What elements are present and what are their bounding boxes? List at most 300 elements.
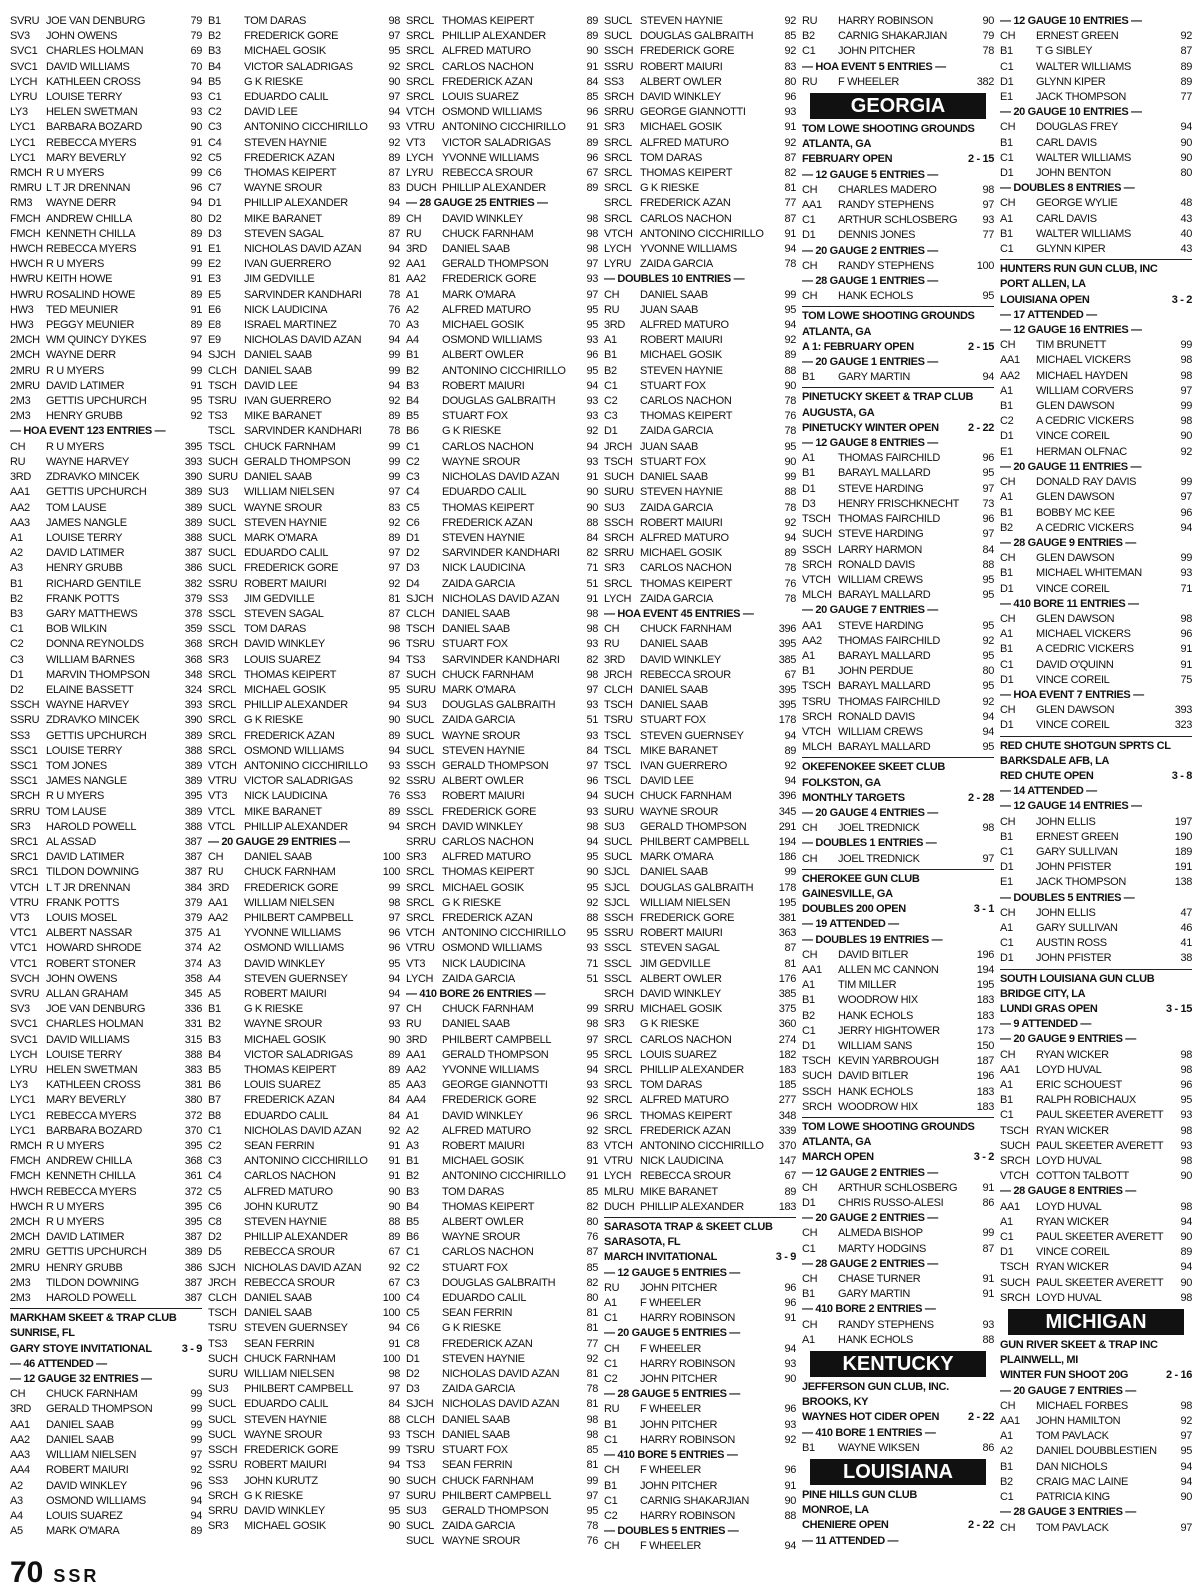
score: 51 — [586, 577, 598, 590]
result-row — [802, 213, 994, 228]
score: 91 — [982, 1181, 994, 1194]
class-code: SUCL — [208, 562, 236, 575]
class-code: CH — [1000, 815, 1016, 828]
score: 87 — [982, 1242, 994, 1255]
result-row — [604, 1200, 796, 1215]
result-row — [208, 303, 400, 318]
class-code: A3 — [10, 1494, 23, 1507]
result-row — [406, 136, 598, 151]
class-code: SJCH — [406, 592, 434, 605]
score: 84 — [388, 1109, 400, 1122]
score: 95 — [982, 680, 994, 693]
class-code: C3 — [208, 1155, 222, 1168]
shooter-name: DAVID WILLIAMS — [46, 60, 130, 73]
result-row — [10, 166, 202, 181]
shooter-name: CHARLES MADERO — [838, 183, 937, 196]
class-code: SURU — [604, 805, 634, 818]
score: 191 — [1174, 861, 1192, 874]
shooter-name: CARNIG SHAKARJIAN — [838, 30, 947, 43]
result-row — [406, 1489, 598, 1504]
event-heading: — 20 GAUGE 1 ENTRIES — — [802, 356, 938, 369]
score: 395 — [184, 790, 202, 803]
shooter-name: WAYNE SROUR — [442, 1535, 521, 1548]
result-row — [208, 957, 400, 972]
score: 94 — [784, 775, 796, 788]
shoot-title — [1000, 769, 1192, 784]
class-code: LYRU — [10, 1064, 38, 1077]
score: 388 — [184, 744, 202, 757]
shooter-name: F WHEELER — [640, 1464, 702, 1477]
shooter-name: ROBERT MAIURI — [640, 334, 723, 347]
class-code: C5 — [208, 151, 222, 164]
shooter-name: CARLOS NACHON — [640, 395, 732, 408]
shooter-name: REBECCA MYERS — [46, 136, 137, 149]
score: 389 — [184, 1246, 202, 1259]
shooter-name: DANIEL SAAB — [640, 288, 708, 301]
shooter-name: CARLOS NACHON — [244, 1170, 336, 1183]
result-row — [802, 710, 994, 725]
shooter-name: GERALD THOMPSON — [46, 1403, 153, 1416]
shooter-name: LOUISE TERRY — [46, 1048, 123, 1061]
class-code: TS3 — [406, 1459, 426, 1472]
class-code: CH — [1000, 339, 1016, 352]
class-code: HWCH — [10, 1200, 43, 1213]
shooter-name: JOEL TREDNICK — [838, 822, 920, 835]
results-column — [1000, 14, 1192, 1544]
result-row — [406, 348, 598, 363]
class-code: C2 — [604, 395, 618, 408]
shooter-name: HANK ECHOLS — [838, 1009, 914, 1022]
result-row — [604, 90, 796, 105]
score: 92 — [388, 136, 400, 149]
result-row — [604, 1357, 796, 1372]
shoot-title — [802, 421, 994, 436]
shooter-name: DANIEL SAAB — [442, 1413, 510, 1426]
result-row — [208, 881, 400, 896]
class-code: CH — [10, 1388, 26, 1401]
shooter-name: FREDERICK AZAN — [640, 197, 731, 210]
result-row — [604, 470, 796, 485]
shooter-name: R U MYERS — [46, 258, 104, 271]
shooter-name: DOUGLAS GALBRAITH — [442, 1276, 556, 1289]
class-code: CH — [604, 623, 620, 636]
class-code: JRCH — [208, 1276, 236, 1289]
score: 98 — [388, 623, 400, 636]
shooter-name: ELAINE BASSETT — [46, 683, 134, 696]
class-code: LYC1 — [10, 1094, 36, 1107]
result-row — [1000, 490, 1192, 505]
result-row — [1000, 136, 1192, 151]
result-row — [208, 333, 400, 348]
result-row — [604, 1002, 796, 1017]
score: 97 — [190, 1449, 202, 1462]
result-row — [10, 607, 202, 622]
score: 92 — [388, 577, 400, 590]
club-heading: PINE HILLS GUN CLUB — [802, 1489, 917, 1502]
shooter-name: ALFRED MATURO — [442, 1124, 531, 1137]
shooter-name: ROBERT MAIURI — [640, 60, 723, 73]
shooter-name: BOBBY MC KEE — [1036, 506, 1115, 519]
club-heading: ATLANTA, GA — [802, 138, 872, 151]
class-code: E1 — [1000, 91, 1013, 104]
result-row — [208, 29, 400, 44]
score: 73 — [982, 497, 994, 510]
class-code: SU3 — [208, 1383, 229, 1396]
shooter-name: WAYNE DERR — [46, 349, 116, 362]
shooter-name: VINCE COREIL — [1036, 719, 1110, 732]
score: 94 — [190, 197, 202, 210]
score: 84 — [388, 1094, 400, 1107]
shooter-name: RALPH ROBICHAUX — [1036, 1094, 1136, 1107]
result-row — [604, 896, 796, 911]
shooter-name: IVAN GUERRERO — [640, 759, 727, 772]
score: 97 — [586, 759, 598, 772]
score: 395 — [184, 440, 202, 453]
club-heading: BARKSDALE AFB, LA — [1000, 754, 1110, 767]
result-row — [802, 198, 994, 213]
result-row — [802, 14, 994, 29]
class-code: LYCH — [10, 75, 38, 88]
result-row — [10, 516, 202, 531]
result-row — [10, 242, 202, 257]
score: 378 — [184, 607, 202, 620]
result-row — [10, 592, 202, 607]
shooter-name: CARLOS NACHON — [442, 1246, 534, 1259]
score: 89 — [784, 744, 796, 757]
score: 99 — [190, 258, 202, 271]
class-code: C2 — [406, 1261, 420, 1274]
club-heading: HUNTERS RUN GUN CLUB, INC — [1000, 263, 1158, 276]
shooter-name: DAVID LEE — [640, 775, 694, 788]
score: 94 — [982, 725, 994, 738]
score: 51 — [586, 714, 598, 727]
class-code: VT3 — [10, 911, 30, 924]
class-code: AA3 — [10, 516, 30, 529]
shooter-name: EDUARDO CALIL — [244, 91, 329, 104]
class-code: CH — [802, 948, 818, 961]
result-row — [208, 972, 400, 987]
shooter-name: HOWARD SHRODE — [46, 942, 142, 955]
class-code: RM3 — [10, 197, 33, 210]
score: 97 — [982, 482, 994, 495]
result-row — [1000, 566, 1192, 581]
class-code: SSCH — [802, 543, 832, 556]
score: 81 — [586, 1398, 598, 1411]
shooter-name: FREDERICK GORE — [640, 911, 735, 924]
class-code: TSCH — [604, 699, 633, 712]
class-code: CH — [208, 851, 224, 864]
result-row — [1000, 1215, 1192, 1230]
result-row — [604, 136, 796, 151]
club-heading: RED CHUTE SHOTGUN SPRTS CL — [1000, 739, 1171, 752]
result-row — [1000, 582, 1192, 597]
class-code: 2M3 — [10, 1276, 31, 1289]
result-row — [802, 1441, 994, 1456]
shoot-date: 2 - 22 — [967, 1411, 994, 1424]
shooter-name: EDUARDO CALIL — [244, 1109, 329, 1122]
result-row — [10, 1154, 202, 1169]
score: 93 — [784, 106, 796, 119]
class-code: D1 — [208, 197, 222, 210]
shooter-name: LOUIS SUAREZ — [442, 91, 519, 104]
shooter-name: REBECCA SROUR — [244, 1276, 335, 1289]
score: 95 — [388, 1504, 400, 1517]
class-code: VTC1 — [10, 942, 37, 955]
shooter-name: DAN NICHOLS — [1036, 1460, 1108, 1473]
result-row — [208, 1337, 400, 1352]
score: 90 — [1180, 151, 1192, 164]
shooter-name: MICHAEL GOSIK — [640, 121, 722, 134]
result-row — [406, 653, 598, 668]
score: 183 — [976, 994, 994, 1007]
score: 379 — [184, 896, 202, 909]
class-code: SRCL — [604, 1064, 632, 1077]
class-code: SRCL — [604, 1033, 632, 1046]
score: 92 — [586, 896, 598, 909]
score: 90 — [388, 1474, 400, 1487]
shooter-name: OSMOND WILLIAMS — [46, 1494, 146, 1507]
score: 178 — [778, 881, 796, 894]
class-code: A1 — [1000, 1430, 1013, 1443]
class-code: 3RD — [604, 319, 625, 332]
score: 78 — [586, 1383, 598, 1396]
result-row — [406, 470, 598, 485]
result-row — [406, 394, 598, 409]
class-code: C3 — [406, 1276, 420, 1289]
shooter-name: HERMAN OLFNAC — [1036, 445, 1127, 458]
score: 274 — [778, 1033, 796, 1046]
event-heading: — 20 GAUGE 5 ENTRIES — — [604, 1327, 740, 1340]
score: 93 — [190, 106, 202, 119]
class-code: A2 — [406, 1124, 419, 1137]
result-row — [406, 637, 598, 652]
score: 95 — [388, 957, 400, 970]
result-row — [406, 1245, 598, 1260]
score: 374 — [184, 957, 202, 970]
class-code: SSRU — [208, 577, 238, 590]
class-code: LYCH — [604, 592, 632, 605]
section-divider — [10, 1308, 202, 1309]
class-code: SUCL — [208, 1413, 236, 1426]
shoot-name: FEBRUARY OPEN — [802, 153, 893, 166]
class-code: VTCH — [406, 927, 435, 940]
class-code: B3 — [208, 45, 221, 58]
class-code: D3 — [406, 562, 420, 575]
score: 98 — [586, 1413, 598, 1426]
result-row — [10, 1048, 202, 1063]
result-row — [604, 318, 796, 333]
shooter-name: ANTONINO CICCHIRILLO — [442, 364, 566, 377]
result-row — [604, 364, 796, 379]
event-heading: — DOUBLES 8 ENTRIES — — [1000, 182, 1135, 195]
class-code: B4 — [208, 60, 221, 73]
shooter-name: FREDERICK AZAN — [442, 516, 533, 529]
class-code: AA1 — [802, 199, 822, 212]
result-row — [802, 1226, 994, 1241]
shooter-name: RYAN WICKER — [1036, 1261, 1109, 1274]
class-code: C1 — [1000, 60, 1014, 73]
score: 97 — [586, 1489, 598, 1502]
score: 196 — [976, 948, 994, 961]
class-code: HWRU — [10, 273, 43, 286]
class-code: SRCL — [406, 30, 434, 43]
result-row — [208, 120, 400, 135]
result-row — [10, 1109, 202, 1124]
class-code: C1 — [802, 1242, 816, 1255]
score: 93 — [388, 1428, 400, 1441]
class-code: SRCL — [406, 866, 434, 879]
result-row — [10, 729, 202, 744]
result-row — [604, 105, 796, 120]
result-row — [406, 546, 598, 561]
result-row — [1000, 921, 1192, 936]
class-code: SRCH — [1000, 1155, 1030, 1168]
result-row — [10, 105, 202, 120]
club-heading: JEFFERSON GUN CLUB, INC. — [802, 1381, 949, 1394]
class-code: 2M3 — [10, 1292, 31, 1305]
score: 97 — [586, 1033, 598, 1046]
shooter-name: MARK O'MARA — [442, 288, 516, 301]
class-code: CH — [802, 259, 818, 272]
class-code: B1 — [406, 349, 419, 362]
event-heading: — 28 GAUGE 2 ENTRIES — — [802, 1257, 938, 1270]
result-row — [208, 242, 400, 257]
class-code: B1 — [1000, 830, 1013, 843]
club-heading: TOM LOWE SHOOTING GROUNDS — [802, 1121, 975, 1134]
class-code: SRCL — [604, 197, 632, 210]
score: 93 — [1180, 1109, 1192, 1122]
result-row — [208, 455, 400, 470]
club-heading: MONROE, LA — [802, 1504, 869, 1517]
shooter-name: TOM DARAS — [244, 15, 307, 27]
class-code: A2 — [10, 1479, 23, 1492]
class-code: B1 — [1000, 136, 1013, 149]
result-row — [10, 637, 202, 652]
result-row — [604, 409, 796, 424]
score: 77 — [1180, 91, 1192, 104]
result-row — [1000, 642, 1192, 657]
result-row — [10, 941, 202, 956]
score: 96 — [586, 349, 598, 362]
shooter-name: ALBERT OWLER — [640, 972, 722, 985]
shooter-name: ROBERT MAIURI — [640, 516, 723, 529]
class-code: B1 — [208, 1003, 221, 1016]
shooter-name: ROBERT MAIURI — [46, 1464, 129, 1477]
shooter-name: ZAIDA GARCIA — [640, 592, 713, 605]
class-code: CH — [802, 290, 818, 303]
score: 78 — [784, 501, 796, 514]
score: 147 — [778, 1155, 796, 1168]
shooter-name: THOMAS KEIPERT — [640, 1109, 733, 1122]
result-row — [10, 485, 202, 500]
shooter-name: NICK LAUDICINA — [244, 303, 328, 316]
result-row — [208, 105, 400, 120]
class-code: RU — [406, 1018, 422, 1031]
shooter-name: NICHOLAS DAVID AZAN — [442, 471, 560, 484]
result-row — [10, 1291, 202, 1306]
shooter-name: GERALD THOMPSON — [640, 820, 747, 833]
class-code: SRCL — [208, 729, 236, 742]
result-row — [604, 1463, 796, 1478]
result-row — [208, 1200, 400, 1215]
class-code: CH — [604, 1540, 620, 1553]
shoot-title — [802, 1410, 994, 1425]
result-row — [802, 963, 994, 978]
shoot-date: 3 - 9 — [181, 1342, 202, 1355]
score: 345 — [184, 988, 202, 1000]
score: 96 — [784, 1464, 796, 1477]
result-row — [604, 789, 796, 804]
result-row — [1000, 1230, 1192, 1245]
score: 92 — [388, 258, 400, 271]
score: 368 — [184, 653, 202, 666]
shooter-name: T G SIBLEY — [1036, 45, 1093, 58]
score: 386 — [184, 562, 202, 575]
result-row — [10, 136, 202, 151]
shooter-name: VINCE COREIL — [1036, 582, 1110, 595]
result-row — [208, 1397, 400, 1412]
result-row — [406, 1017, 598, 1032]
shoot-name: GARY STOYE INVITATIONAL — [10, 1342, 152, 1355]
score: 99 — [190, 1403, 202, 1416]
score: 98 — [1180, 369, 1192, 382]
shooter-name: MICHAEL VICKERS — [1036, 628, 1131, 641]
shooter-name: NICHOLAS DAVID AZAN — [244, 1261, 362, 1274]
result-row — [208, 1367, 400, 1382]
score: 83 — [784, 60, 796, 73]
score: 81 — [586, 1368, 598, 1381]
result-row — [802, 1181, 994, 1196]
score: 82 — [586, 653, 598, 666]
shooter-name: CHUCK FARNHAM — [244, 440, 336, 453]
class-code: SRCL — [604, 1094, 632, 1107]
class-code: AA1 — [1000, 1415, 1020, 1428]
class-code: AA1 — [10, 1418, 30, 1431]
class-code: SRCH — [604, 91, 634, 104]
score: 88 — [388, 1216, 400, 1229]
class-code: VT3 — [406, 136, 426, 149]
shoot-date: 2 - 22 — [967, 1519, 994, 1532]
event-heading: — 12 GAUGE 14 ENTRIES — — [1000, 800, 1142, 813]
class-code: C8 — [208, 1216, 222, 1229]
club-heading: BRIDGE CITY, LA — [1000, 987, 1086, 1000]
score: 94 — [1180, 521, 1192, 534]
score: 98 — [586, 227, 598, 240]
class-code: RU — [406, 227, 422, 240]
score: 95 — [982, 589, 994, 602]
result-row — [406, 1306, 598, 1321]
result-row — [208, 60, 400, 75]
score: 99 — [190, 364, 202, 377]
shooter-name: HARRY ROBINSON — [640, 1357, 735, 1370]
shooter-name: ALBERT OWLER — [442, 349, 524, 362]
shooter-name: DANIEL SAAB — [640, 866, 708, 879]
result-row — [10, 364, 202, 379]
shooter-name: DANIEL SAAB — [640, 699, 708, 712]
class-code: SUCL — [406, 744, 434, 757]
result-row — [208, 75, 400, 90]
class-code: B5 — [406, 410, 419, 423]
class-code: 2MRU — [10, 379, 40, 392]
result-row — [208, 820, 400, 835]
club-heading: ATLANTA, GA — [802, 325, 872, 338]
score: 387 — [184, 835, 202, 848]
class-code: SSCH — [604, 45, 634, 58]
result-row — [604, 242, 796, 257]
shooter-name: WAYNE SROUR — [244, 1018, 323, 1031]
score: 94 — [388, 1322, 400, 1335]
class-code: SRCH — [604, 988, 634, 1000]
